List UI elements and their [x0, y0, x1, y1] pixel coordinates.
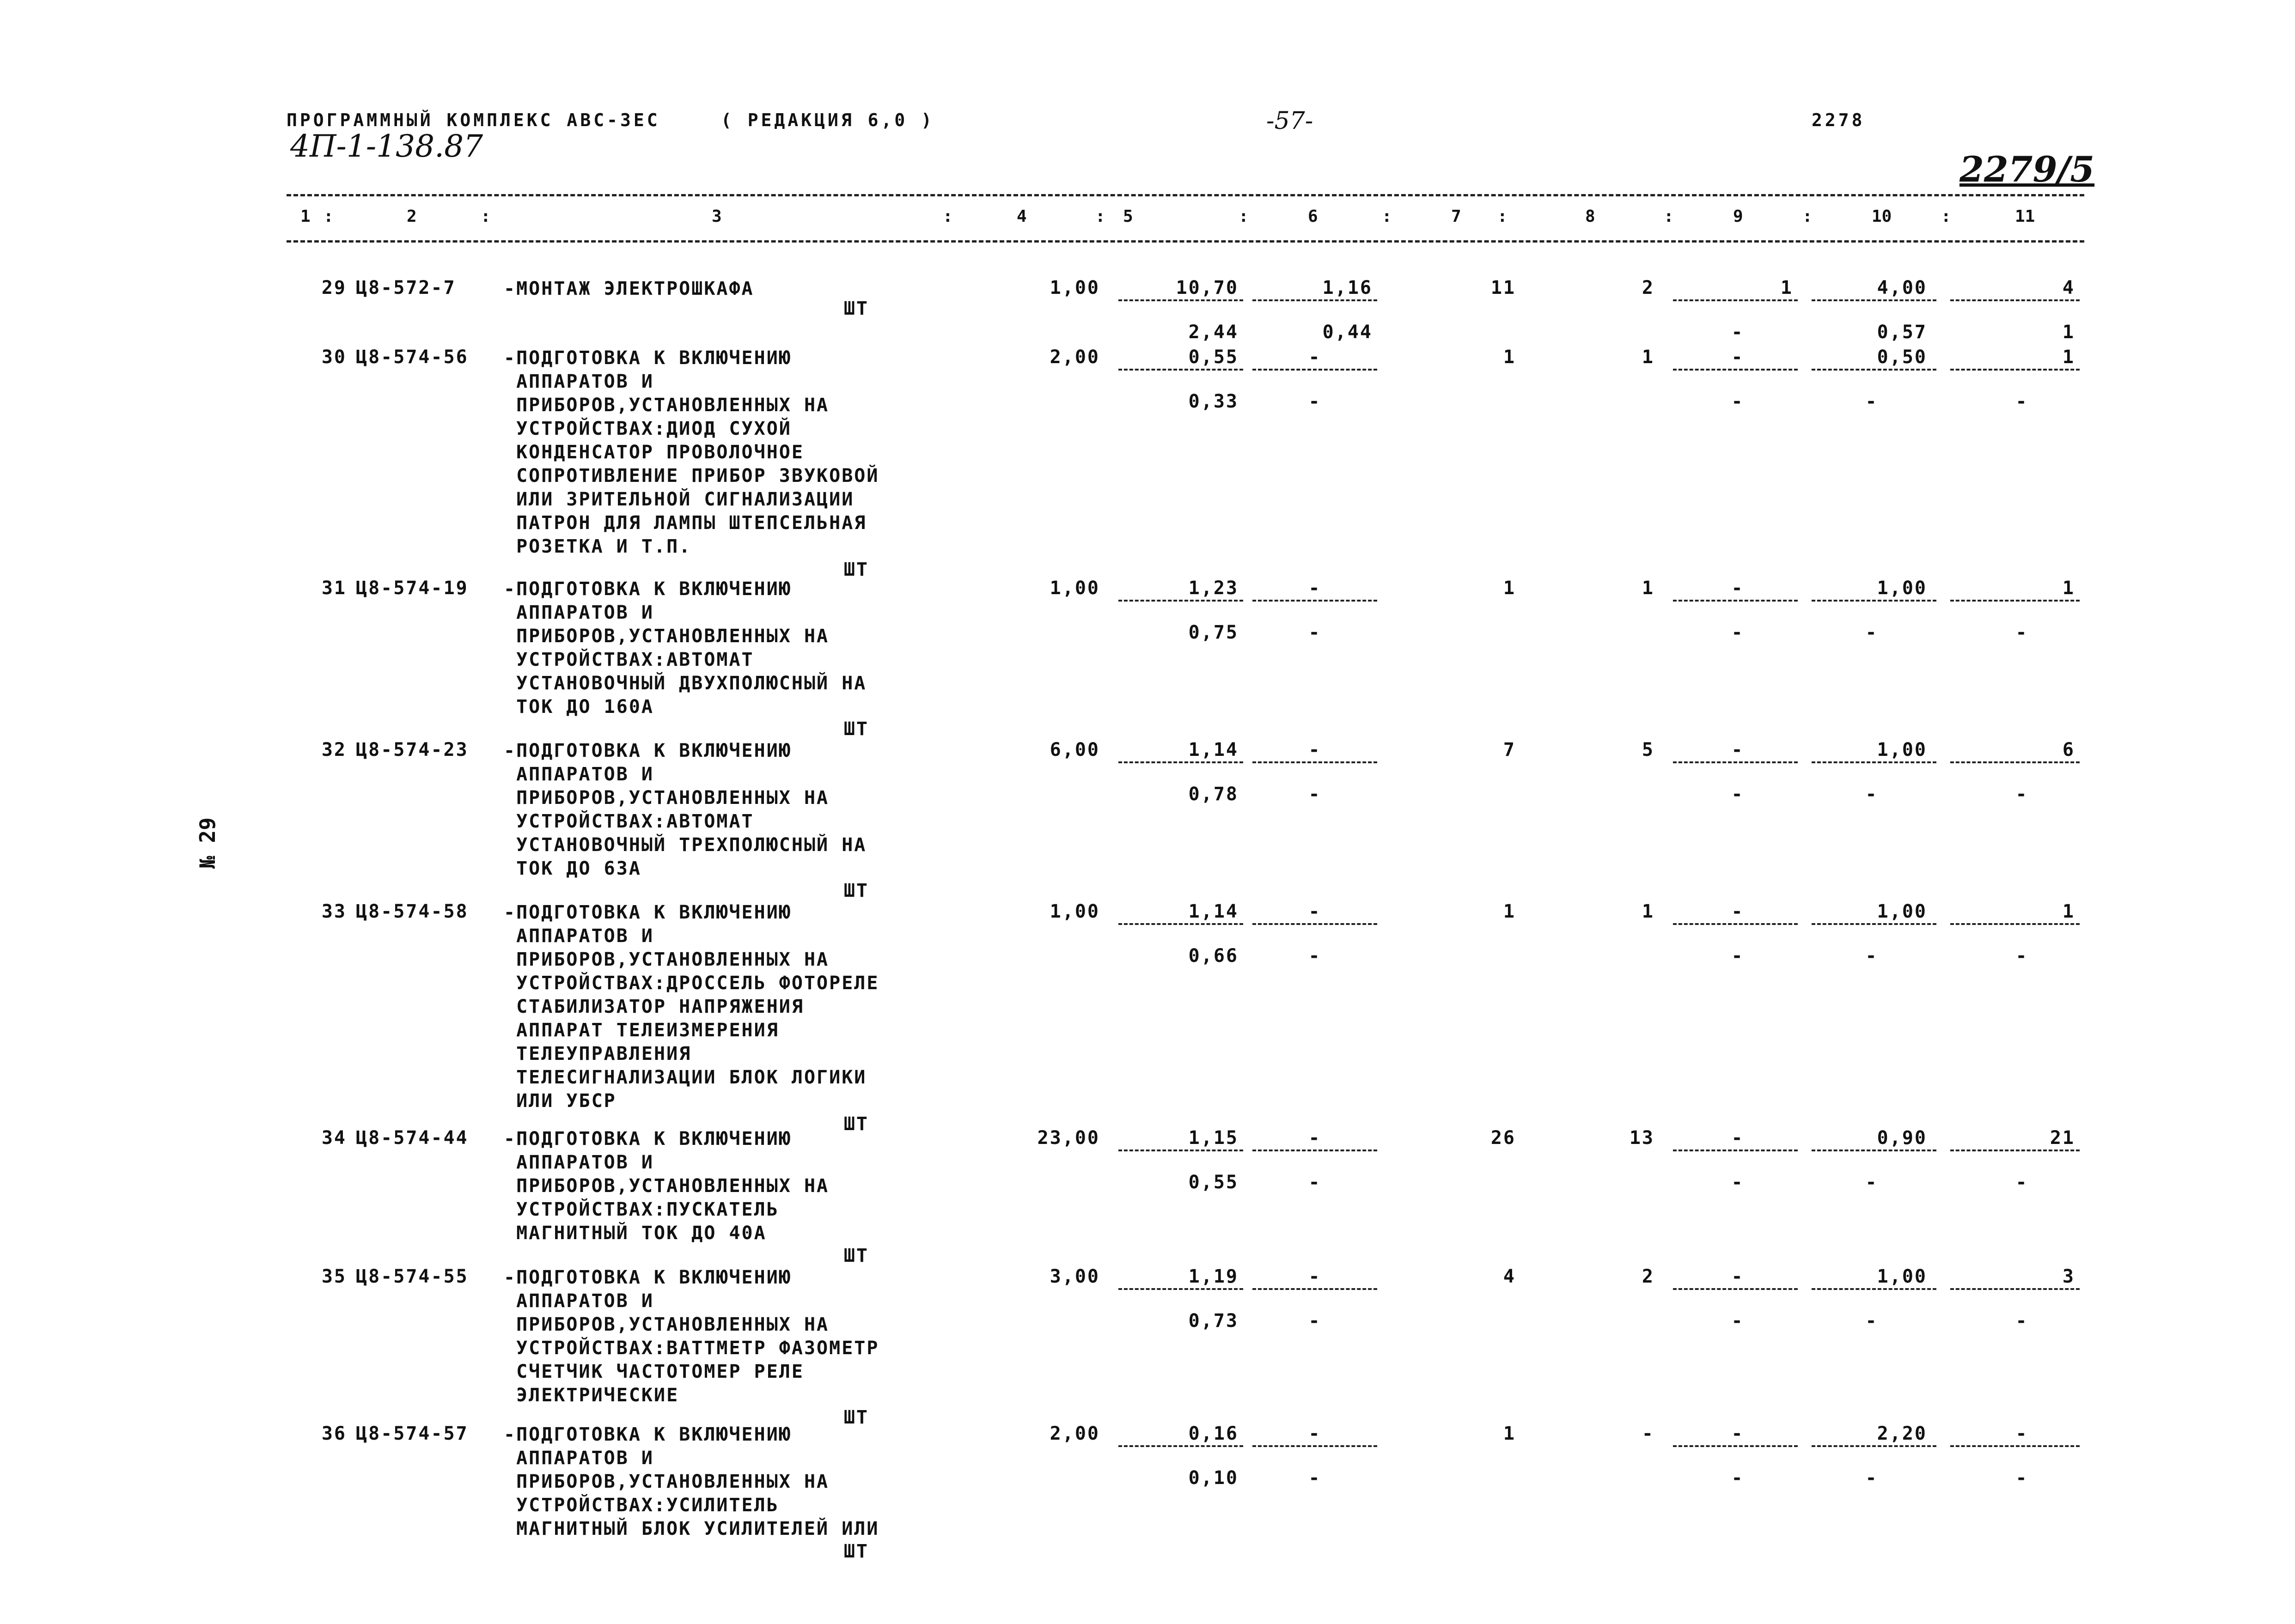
row-code: Ц8-574-19 [356, 578, 469, 599]
divider-col6 [1252, 600, 1377, 602]
cell-col9-bottom: - [1731, 1172, 1744, 1193]
cell-col6-top: - [1308, 1266, 1321, 1287]
row-description-line: АППАРАТОВ И [504, 1290, 654, 1312]
cell-col9-top: - [1731, 901, 1744, 922]
divider-col10 [1812, 761, 1936, 763]
cell-col11-top: 1 [2062, 347, 2075, 368]
cell-col7: 4 [1503, 1266, 1516, 1287]
column-separator: : [1239, 207, 1249, 226]
column-separator: : [1664, 207, 1674, 226]
divider-col5 [1118, 1150, 1243, 1151]
column-number: 3 [712, 207, 722, 226]
row-description-line: ПРИБОРОВ,УСТАНОВЛЕННЫХ НА [504, 1175, 830, 1197]
divider-col9 [1673, 1288, 1798, 1290]
cell-col11-top: 4 [2062, 277, 2075, 298]
row-code: Ц8-574-44 [356, 1127, 469, 1149]
cell-col11-top: - [2015, 1423, 2028, 1444]
cell-col7: 1 [1503, 901, 1516, 922]
row-description-line: УСТАНОВОЧНЫЙ ТРЕХПОЛЮСНЫЙ НА [504, 834, 867, 856]
row-description-line: ИЛИ УБСР [504, 1090, 616, 1112]
cell-col8: 13 [1629, 1127, 1654, 1149]
divider-col10 [1812, 600, 1936, 602]
cell-col6-bottom: - [1308, 391, 1321, 412]
row-description-line: УСТРОЙСТВАХ:ДИОД СУХОЙ [504, 418, 792, 439]
row-unit: ШТ [843, 1407, 869, 1428]
cell-col9-top: - [1731, 1423, 1744, 1444]
cell-col9-bottom: - [1731, 622, 1744, 643]
row-description-line: МАГНИТНЫЙ БЛОК УСИЛИТЕЛЕЙ ИЛИ [504, 1518, 879, 1539]
cell-col10-top: 0,90 [1877, 1127, 1927, 1149]
cell-col11-top: 1 [2062, 578, 2075, 599]
cell-col9-top: 1 [1780, 277, 1793, 298]
cell-col6-top: - [1308, 1423, 1321, 1444]
divider-col9 [1673, 923, 1798, 925]
divider-col10 [1812, 1288, 1936, 1290]
row-description-line: ПРИБОРОВ,УСТАНОВЛЕННЫХ НА [504, 787, 830, 809]
row-description-line: КОНДЕНСАТОР ПРОВОЛОЧНОЕ [504, 442, 804, 463]
cell-col10-top: 1,00 [1877, 901, 1927, 922]
cell-col9-top: - [1731, 1127, 1744, 1149]
cell-col10-top: 1,00 [1877, 578, 1927, 599]
cell-col10-bottom: - [1865, 945, 1878, 967]
cell-col11-bottom: - [2015, 784, 2028, 805]
cell-col6-top: - [1308, 1127, 1321, 1149]
row-description-line: АППАРАТОВ И [504, 925, 654, 947]
column-number: 4 [1017, 207, 1027, 226]
handwritten-sheet-number: 2279/5 [1959, 149, 2095, 190]
divider-col6 [1252, 299, 1377, 301]
row-description-line: СЧЕТЧИК ЧАСТОТОМЕР РЕЛЕ [504, 1361, 804, 1382]
cell-col9-top: - [1731, 347, 1744, 368]
cell-col5-bottom: 0,10 [1188, 1467, 1239, 1489]
divider-col9 [1673, 600, 1798, 602]
cell-col11-bottom: - [2015, 1310, 2028, 1332]
divider-col11 [1950, 600, 2080, 602]
divider-col9 [1673, 369, 1798, 371]
divider-col11 [1950, 923, 2080, 925]
row-description-line: АППАРАТОВ И [504, 1448, 654, 1469]
cell-col4: 3,00 [1050, 1266, 1100, 1287]
divider-col5 [1118, 369, 1243, 371]
cell-col4: 1,00 [1050, 277, 1100, 298]
cell-col11-top: 1 [2062, 901, 2075, 922]
divider-col5 [1118, 299, 1243, 301]
cell-col4: 2,00 [1050, 347, 1100, 368]
row-description-line: -ПОДГОТОВКА К ВКЛЮЧЕНИЮ [504, 1267, 792, 1288]
row-description-line: АППАРАТОВ И [504, 602, 654, 623]
row-description-line: ИЛИ ЗРИТЕЛЬНОЙ СИГНАЛИЗАЦИИ [504, 489, 855, 510]
cell-col10-top: 1,00 [1877, 739, 1927, 760]
cell-col4: 23,00 [1037, 1127, 1100, 1149]
column-number: 11 [2015, 207, 2035, 226]
row-code: Ц8-572-7 [356, 277, 456, 298]
cell-col11-bottom: - [2015, 945, 2028, 967]
row-description-line: УСТРОЙСТВАХ:ДРОССЕЛЬ ФОТОРЕЛЕ [504, 973, 879, 994]
cell-col8: 1 [1642, 901, 1654, 922]
row-description-line: УСТАНОВОЧНЫЙ ДВУХПОЛЮСНЫЙ НА [504, 673, 867, 694]
row-description-line: ПРИБОРОВ,УСТАНОВЛЕННЫХ НА [504, 626, 830, 647]
row-description-line: ПАТРОН ДЛЯ ЛАМПЫ ШТЕПСЕЛЬНАЯ [504, 512, 867, 534]
divider-col6 [1252, 1150, 1377, 1151]
row-description-line: -ПОДГОТОВКА К ВКЛЮЧЕНИЮ [504, 1424, 792, 1445]
cell-col5-bottom: 0,75 [1188, 622, 1239, 643]
cell-col5-top: 1,15 [1188, 1127, 1239, 1149]
row-description-line: -ПОДГОТОВКА К ВКЛЮЧЕНИЮ [504, 578, 792, 600]
header-rule-top [287, 194, 2084, 196]
row-description-line: СТАБИЛИЗАТОР НАПРЯЖЕНИЯ [504, 996, 804, 1017]
row-description-line: -ПОДГОТОВКА К ВКЛЮЧЕНИЮ [504, 902, 792, 923]
cell-col6-bottom: 0,44 [1322, 322, 1373, 343]
row-description-line: ТОК ДО 160А [504, 696, 654, 718]
cell-col4: 1,00 [1050, 578, 1100, 599]
row-number: 35 [321, 1266, 347, 1287]
row-description-line: МАГНИТНЫЙ ТОК ДО 40А [504, 1223, 767, 1244]
row-unit: ШТ [843, 1113, 869, 1135]
column-separator: : [1095, 207, 1105, 226]
cell-col7: 1 [1503, 1423, 1516, 1444]
divider-col5 [1118, 1445, 1243, 1447]
row-description-line: УСТРОЙСТВАХ:УСИЛИТЕЛЬ [504, 1495, 779, 1516]
cell-col9-top: - [1731, 578, 1744, 599]
cell-col7: 7 [1503, 739, 1516, 760]
cell-col9-bottom: - [1731, 945, 1744, 967]
cell-col9-bottom: - [1731, 1467, 1744, 1489]
cell-col6-top: - [1308, 739, 1321, 760]
cell-col6-top: - [1308, 901, 1321, 922]
cell-col8: 2 [1642, 1266, 1654, 1287]
handwritten-code: 4П-1-138.87 [290, 128, 483, 164]
cell-col6-bottom: - [1308, 1467, 1321, 1489]
cell-col6-top: - [1308, 347, 1321, 368]
row-number: 31 [321, 578, 347, 599]
cell-col10-bottom: 0,57 [1877, 322, 1927, 343]
cell-col10-bottom: - [1865, 1172, 1878, 1193]
cell-col8: 5 [1642, 739, 1654, 760]
cell-col10-top: 0,50 [1877, 347, 1927, 368]
row-description-line: АППАРАТОВ И [504, 1152, 654, 1173]
divider-col6 [1252, 761, 1377, 763]
row-code: Ц8-574-56 [356, 347, 469, 368]
divider-col10 [1812, 369, 1936, 371]
cell-col7: 26 [1490, 1127, 1516, 1149]
row-code: Ц8-574-55 [356, 1266, 469, 1287]
cell-col6-bottom: - [1308, 622, 1321, 643]
cell-col5-bottom: 0,73 [1188, 1310, 1239, 1332]
cell-col6-bottom: - [1308, 945, 1321, 967]
cell-col11-top: 3 [2062, 1266, 2075, 1287]
cell-col8: - [1642, 1423, 1654, 1444]
cell-col5-top: 1,19 [1188, 1266, 1239, 1287]
row-code: Ц8-574-57 [356, 1423, 469, 1444]
header-rule-bottom [287, 240, 2084, 243]
column-number: 7 [1451, 207, 1461, 226]
cell-col5-bottom: 0,33 [1188, 391, 1239, 412]
row-description-line: -ПОДГОТОВКА К ВКЛЮЧЕНИЮ [504, 740, 792, 761]
cell-col11-bottom: - [2015, 1172, 2028, 1193]
cell-col10-bottom: - [1865, 784, 1878, 805]
divider-col10 [1812, 299, 1936, 301]
cell-col9-top: - [1731, 739, 1744, 760]
row-number: 34 [321, 1127, 347, 1149]
divider-col5 [1118, 600, 1243, 602]
row-description-line: -ПОДГОТОВКА К ВКЛЮЧЕНИЮ [504, 347, 792, 369]
cell-col7: 11 [1490, 277, 1516, 298]
row-number: 36 [321, 1423, 347, 1444]
row-description-line: ПРИБОРОВ,УСТАНОВЛЕННЫХ НА [504, 1471, 830, 1492]
divider-col11 [1950, 1150, 2080, 1151]
cell-col10-bottom: - [1865, 1467, 1878, 1489]
cell-col7: 1 [1503, 578, 1516, 599]
cell-col5-bottom: 0,55 [1188, 1172, 1239, 1193]
divider-col11 [1950, 1288, 2080, 1290]
row-number: 30 [321, 347, 347, 368]
row-unit: ШТ [843, 718, 869, 740]
row-description-line: УСТРОЙСТВАХ:АВТОМАТ [504, 649, 754, 670]
row-unit: ШТ [843, 298, 869, 319]
cell-col5-top: 10,70 [1176, 277, 1239, 298]
divider-col11 [1950, 761, 2080, 763]
column-separator: : [323, 207, 334, 226]
column-separator: : [1382, 207, 1392, 226]
divider-col10 [1812, 923, 1936, 925]
divider-col9 [1673, 761, 1798, 763]
row-number: 29 [321, 277, 347, 298]
column-separator: : [1802, 207, 1813, 226]
row-description-line: ПРИБОРОВ,УСТАНОВЛЕННЫХ НА [504, 395, 830, 416]
page-mark: -57- [1266, 107, 1313, 135]
cell-col9-bottom: - [1731, 391, 1744, 412]
cell-col9-bottom: - [1731, 322, 1744, 343]
row-number: 32 [321, 739, 347, 760]
cell-col5-top: 0,55 [1188, 347, 1239, 368]
cell-col5-top: 1,23 [1188, 578, 1239, 599]
cell-col11-bottom: - [2015, 1467, 2028, 1489]
row-description-line: УСТРОЙСТВАХ:ВАТТМЕТР ФАЗОМЕТР [504, 1338, 879, 1359]
divider-col5 [1118, 1288, 1243, 1290]
row-description-line: РОЗЕТКА И Т.П. [504, 536, 692, 557]
row-description-line: -МОНТАЖ ЭЛЕКТРОШКАФА [504, 278, 754, 299]
cell-col8: 1 [1642, 347, 1654, 368]
column-separator: : [1941, 207, 1951, 226]
cell-col10-top: 2,20 [1877, 1423, 1927, 1444]
divider-col11 [1950, 299, 2080, 301]
cell-col8: 1 [1642, 578, 1654, 599]
edition-label: ( РЕДАКЦИЯ 6,0 ) [721, 110, 935, 130]
column-number: 1 [300, 207, 311, 226]
cell-col9-bottom: - [1731, 1310, 1744, 1332]
row-unit: ШТ [843, 1245, 869, 1266]
cell-col6-top: 1,16 [1322, 277, 1373, 298]
row-description-line: АППАРАТОВ И [504, 764, 654, 785]
cell-col10-top: 1,00 [1877, 1266, 1927, 1287]
row-description-line: ЭЛЕКТРИЧЕСКИЕ [504, 1385, 679, 1406]
cell-col10-top: 4,00 [1877, 277, 1927, 298]
cell-col10-bottom: - [1865, 391, 1878, 412]
cell-col11-bottom: - [2015, 622, 2028, 643]
row-code: Ц8-574-23 [356, 739, 469, 760]
cell-col11-top: 21 [2050, 1127, 2075, 1149]
row-unit: ШТ [843, 1541, 869, 1562]
cell-col9-top: - [1731, 1266, 1744, 1287]
divider-col10 [1812, 1150, 1936, 1151]
row-description-line: ПРИБОРОВ,УСТАНОВЛЕННЫХ НА [504, 949, 830, 970]
divider-col5 [1118, 923, 1243, 925]
cell-col5-top: 1,14 [1188, 739, 1239, 760]
divider-col6 [1252, 1445, 1377, 1447]
cell-col7: 1 [1503, 347, 1516, 368]
doc-number: 2278 [1812, 110, 1865, 130]
cell-col5-bottom: 2,44 [1188, 322, 1239, 343]
column-number: 6 [1308, 207, 1318, 226]
cell-col6-bottom: - [1308, 784, 1321, 805]
cell-col6-top: - [1308, 578, 1321, 599]
column-number: 5 [1123, 207, 1133, 226]
row-unit: ШТ [843, 880, 869, 901]
row-description-line: ТЕЛЕСИГНАЛИЗАЦИИ БЛОК ЛОГИКИ [504, 1067, 867, 1088]
row-description-line: УСТРОЙСТВАХ:АВТОМАТ [504, 811, 754, 832]
divider-col6 [1252, 923, 1377, 925]
column-separator: : [943, 207, 953, 226]
row-description-line: ТОК ДО 63А [504, 858, 641, 879]
column-number: 10 [1872, 207, 1892, 226]
column-separator: : [1497, 207, 1508, 226]
cell-col11-bottom: 1 [2062, 322, 2075, 343]
cell-col5-bottom: 0,78 [1188, 784, 1239, 805]
cell-col5-top: 1,14 [1188, 901, 1239, 922]
row-description-line: ТЕЛЕУПРАВЛЕНИЯ [504, 1043, 692, 1064]
divider-col9 [1673, 299, 1798, 301]
divider-col10 [1812, 1445, 1936, 1447]
cell-col11-top: 6 [2062, 739, 2075, 760]
row-number: 33 [321, 901, 347, 922]
cell-col8: 2 [1642, 277, 1654, 298]
cell-col4: 2,00 [1050, 1423, 1100, 1444]
divider-col5 [1118, 761, 1243, 763]
column-number: 9 [1733, 207, 1743, 226]
cell-col10-bottom: - [1865, 622, 1878, 643]
cell-col10-bottom: - [1865, 1310, 1878, 1332]
row-description-line: АППАРАТОВ И [504, 371, 654, 392]
column-separator: : [481, 207, 491, 226]
column-number: 8 [1585, 207, 1595, 226]
divider-col6 [1252, 1288, 1377, 1290]
divider-col11 [1950, 369, 2080, 371]
row-unit: ШТ [843, 559, 869, 580]
row-description-line: УСТРОЙСТВАХ:ПУСКАТЕЛЬ [504, 1199, 779, 1220]
divider-col6 [1252, 369, 1377, 371]
row-description-line: СОПРОТИВЛЕНИЕ ПРИБОР ЗВУКОВОЙ [504, 465, 879, 487]
cell-col4: 1,00 [1050, 901, 1100, 922]
cell-col4: 6,00 [1050, 739, 1100, 760]
cell-col6-bottom: - [1308, 1310, 1321, 1332]
program-title: ПРОГРАММНЫЙ КОМПЛЕКС АВС-3ЕС [287, 110, 660, 130]
column-number: 2 [407, 207, 417, 226]
row-description-line: АППАРАТ ТЕЛЕИЗМЕРЕНИЯ [504, 1020, 779, 1041]
row-description-line: -ПОДГОТОВКА К ВКЛЮЧЕНИЮ [504, 1128, 792, 1150]
divider-col9 [1673, 1445, 1798, 1447]
cell-col9-bottom: - [1731, 784, 1744, 805]
cell-col6-bottom: - [1308, 1172, 1321, 1193]
divider-col11 [1950, 1445, 2080, 1447]
row-description-line: ПРИБОРОВ,УСТАНОВЛЕННЫХ НА [504, 1314, 830, 1335]
divider-col9 [1673, 1150, 1798, 1151]
side-label: № 29 [195, 817, 220, 869]
cell-col5-top: 0,16 [1188, 1423, 1239, 1444]
row-code: Ц8-574-58 [356, 901, 469, 922]
cell-col11-bottom: - [2015, 391, 2028, 412]
cell-col5-bottom: 0,66 [1188, 945, 1239, 967]
